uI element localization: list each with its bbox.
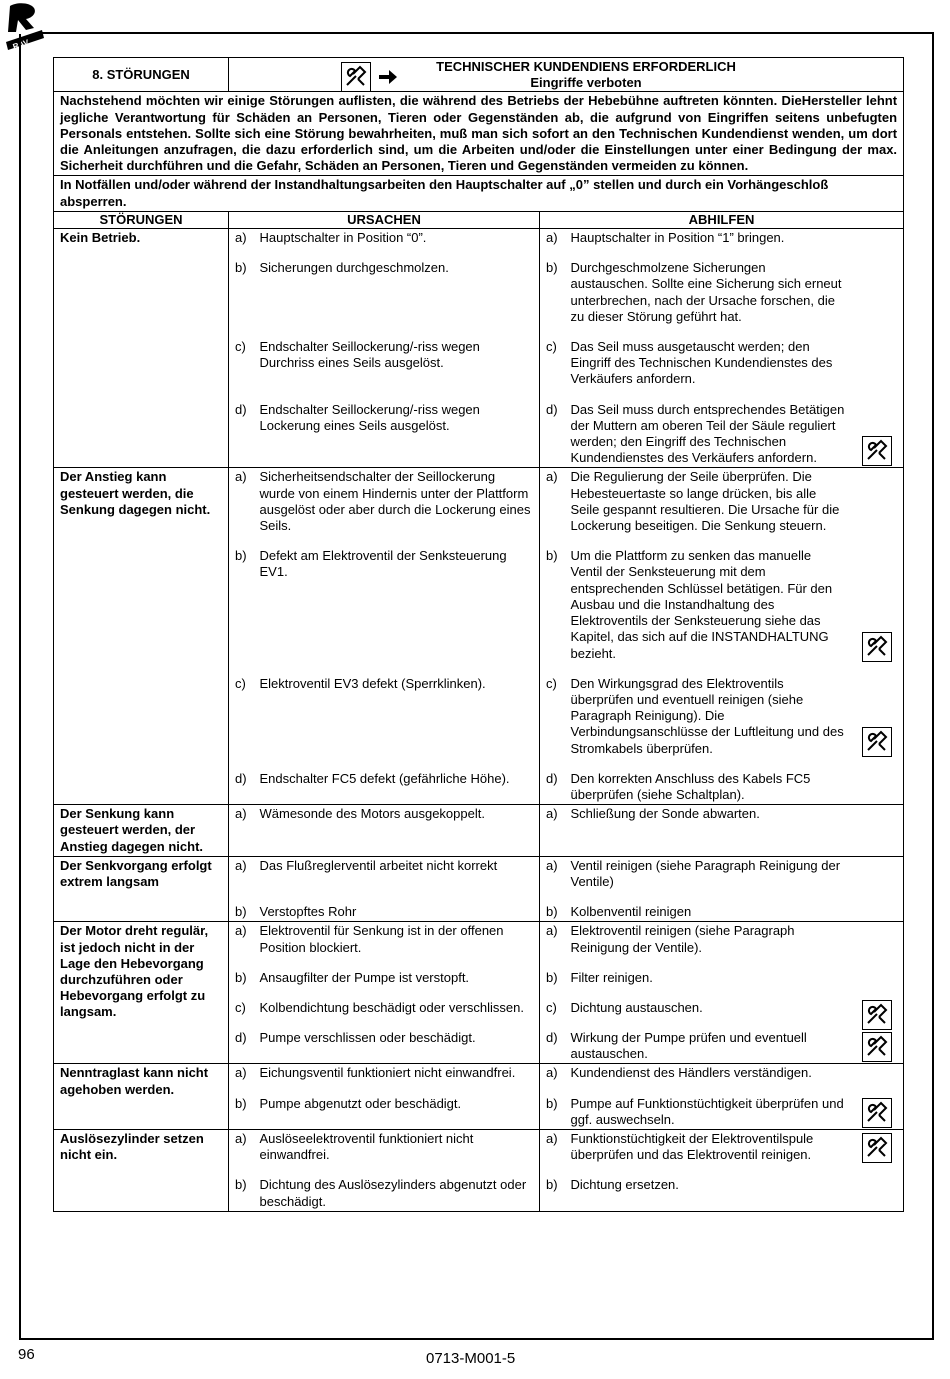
col-header-causes: URSACHEN (229, 211, 540, 228)
cause-text: Verstopftes Rohr (259, 904, 357, 920)
cause-letter: b) (235, 1095, 247, 1111)
cause-text: Sicherungen durchgeschmolzen. (259, 260, 449, 276)
cause-text: Auslöseelektroventil funktioniert nicht einwandfrei. (259, 1130, 474, 1163)
icon-cell (851, 805, 904, 857)
cause-letter: a) (235, 230, 247, 246)
emergency-note: In Notfällen und/oder während der Instandhaltungsarbeiten den Hauptschalter auf „0” stellen und durch ein Vorhängeschloß absperren. (54, 176, 904, 211)
remedy-letters (540, 922, 565, 1064)
remedy-text: Den korrekten Anschluss des Kabels FC5 überprüfen (siehe Schaltplan). (570, 770, 811, 802)
cause-text: Pumpe abgenutzt oder beschädigt. (259, 1095, 462, 1111)
troubleshooting-table (53, 57, 904, 1212)
cause-letter: b) (235, 548, 247, 564)
cause-letters (229, 805, 254, 857)
remedies-cell (565, 468, 851, 805)
fault-description (54, 856, 229, 922)
remedy-text: Kolbenventil reinigen (570, 904, 692, 920)
svg-text:RAV: RAV (11, 37, 30, 52)
icon-slot (851, 771, 904, 803)
fault-row (54, 1064, 904, 1130)
remedies-cell (565, 856, 851, 922)
remedy-letter: a) (546, 1130, 558, 1146)
remedy-letters (540, 1064, 565, 1130)
icon-slot (851, 904, 904, 920)
remedy-letter: b) (546, 548, 558, 564)
causes-cell (254, 856, 540, 922)
remedy-text: Schließung der Sonde abwarten. (570, 806, 760, 822)
remedies-cell (565, 1129, 851, 1211)
document-code: 0713-M001-5 (426, 1350, 516, 1367)
fault-label: Der Senkung kann gesteuert werden, der Anstieg dagegen nicht. (60, 806, 204, 854)
technician-tool-icon (862, 1098, 892, 1128)
remedy-letter: b) (546, 969, 558, 985)
cause-letters (229, 1064, 254, 1130)
remedy-letter: d) (546, 401, 558, 417)
cause-text: Dichtung des Auslösezylinders abgenutzt oder beschädigt. (259, 1177, 527, 1209)
remedy-text: Kundendienst des Händlers verständigen. (570, 1065, 812, 1081)
section-title: 8. STÖRUNGEN (54, 58, 229, 92)
cause-letter: b) (235, 260, 247, 276)
cause-text: Das Flußreglerventil arbeitet nicht korrekt (259, 857, 498, 873)
cause-letter: a) (235, 857, 247, 873)
remedy-letters (540, 468, 565, 805)
icon-cell (851, 922, 904, 1064)
icon-slot (851, 1065, 904, 1081)
cause-letters (229, 468, 254, 805)
technician-tool-icon (341, 62, 371, 92)
remedies-cell (565, 805, 851, 857)
fault-description (54, 468, 229, 805)
icon-slot (851, 1030, 904, 1062)
technician-tool-icon (862, 1032, 892, 1062)
cause-letters (229, 1129, 254, 1211)
page-frame-top (40, 32, 933, 34)
remedy-text: Wirkung der Pumpe prüfen und eventuell austauschen. (570, 1029, 807, 1062)
fault-row (54, 856, 904, 922)
cause-letters (229, 229, 254, 468)
icon-cell (851, 229, 904, 468)
cause-letter: a) (235, 923, 247, 939)
cause-letter: b) (235, 969, 247, 985)
remedy-letter: a) (546, 923, 558, 939)
header-banner (229, 58, 904, 92)
technician-tool-icon (862, 1133, 892, 1163)
remedy-letter: b) (546, 904, 558, 920)
remedy-text: Dichtung austauschen. (570, 999, 703, 1015)
remedy-letters (540, 856, 565, 922)
column-header-row (54, 211, 904, 228)
icon-slot (851, 1131, 904, 1163)
icon-slot (851, 970, 904, 986)
remedy-letter: d) (546, 1029, 558, 1045)
cause-letter: a) (235, 806, 247, 822)
fault-description (54, 1064, 229, 1130)
cause-letter: b) (235, 904, 247, 920)
col-header-faults: STÖRUNGEN (54, 211, 229, 228)
cause-letter: c) (235, 675, 246, 691)
remedy-letter: b) (546, 260, 558, 276)
remedy-letter: c) (546, 339, 557, 355)
technician-tool-icon (862, 632, 892, 662)
fault-label: Nenntraglast kann nicht agehoben werden. (60, 1065, 209, 1097)
remedy-letter: b) (546, 1095, 558, 1111)
fault-description (54, 1129, 229, 1211)
cause-text: Kolbendichtung beschädigt oder verschlissen. (259, 999, 525, 1015)
causes-cell (254, 922, 540, 1064)
intro-row (54, 92, 904, 176)
page-frame-right (932, 32, 934, 1339)
remedy-letters (540, 1129, 565, 1211)
remedies-cell (565, 922, 851, 1064)
remedy-letter: c) (546, 999, 557, 1015)
page-number: 96 (18, 1346, 35, 1363)
cause-text: Eichungsventil funktioniert nicht einwandfrei. (259, 1065, 516, 1081)
remedy-letter: a) (546, 230, 558, 246)
remedy-text: Funktionstüchtigkeit der Elektroventilspule überprüfen und das Elektroventil reinigen. (570, 1130, 814, 1163)
remedy-text: Elektroventil reinigen (siehe Paragraph Reinigung der Ventile). (570, 923, 795, 955)
cause-text: Pumpe verschlissen oder beschädigt. (259, 1029, 476, 1045)
icon-slot (851, 676, 904, 757)
technician-tool-icon (862, 727, 892, 757)
brand-logo (4, 2, 46, 54)
remedy-text: Ventil reinigen (siehe Paragraph Reinigung der Ventile) (570, 857, 841, 889)
icon-slot (851, 822, 904, 838)
cause-letter: d) (235, 401, 247, 417)
remedy-letter: a) (546, 469, 558, 485)
fault-description (54, 805, 229, 857)
causes-cell (254, 805, 540, 857)
icon-slot (851, 923, 904, 955)
icon-cell (851, 856, 904, 922)
cause-letter: a) (235, 1130, 247, 1146)
arrow-right-icon (377, 67, 399, 87)
remedy-text: Das Seil muss durch entsprechendes Betätigen der Muttern am oberen Teil der Säule reguliert werden; den Eingriff des Technischen Kundendienstes des Verkäufers anfordern. (570, 401, 845, 466)
remedy-letter: a) (546, 1065, 558, 1081)
cause-letter: d) (235, 770, 247, 786)
causes-cell (254, 468, 540, 805)
page-frame-bottom (19, 1338, 934, 1340)
col-header-remedies: ABHILFEN (540, 211, 904, 228)
fault-label: Der Motor dreht regulär, ist jedoch nicht in der Lage den Hebevorgang durchzuführen oder Hebevorgang erfolgt zu langsam. (60, 923, 209, 1020)
remedy-text: Filter reinigen. (570, 969, 653, 985)
remedies-cell (565, 1064, 851, 1130)
fault-row (54, 805, 904, 857)
cause-text: Endschalter FC5 defekt (gefährliche Höhe). (259, 770, 510, 786)
remedy-text: Den Wirkungsgrad des Elektroventils überprüfen und eventuell reinigen (siehe Paragraph Reinigung). Die Verbindungsanschlüsse der Luftleitung und des Stromkabels überprüfen. (570, 675, 844, 756)
remedy-letter: d) (546, 770, 558, 786)
page-frame-left (19, 34, 21, 1339)
remedy-letters (540, 805, 565, 857)
icon-slot (851, 402, 904, 467)
remedy-letter: c) (546, 675, 557, 691)
cause-letter: c) (235, 999, 246, 1015)
icon-slot (851, 469, 904, 534)
remedy-text: Dichtung ersetzen. (570, 1177, 679, 1193)
fault-row (54, 229, 904, 468)
cause-text: Elektroventil EV3 defekt (Sperrklinken). (259, 675, 486, 691)
icon-slot (851, 339, 904, 388)
remedy-text: Die Regulierung der Seile überprüfen. Die Hebesteuertaste so lange drücken, bis alle Seile gespannt resultieren. Die Ursache für die Lockerung beseitigen. Die Senkung steuern. (570, 469, 840, 534)
fault-row (54, 1129, 904, 1211)
cause-letter: d) (235, 1029, 247, 1045)
icon-slot (851, 858, 904, 890)
cause-letter: c) (235, 339, 246, 355)
icon-slot (851, 1177, 904, 1209)
technician-tool-icon (862, 1000, 892, 1030)
remedy-text: Um die Plattform zu senken das manuelle Ventil der Senksteuerung mit dem entsprechenden Schlüssel betätigen. Für den Ausbau und die Instandhaltung des Elektroventils der Senksteuerung siehe das Kapitel, das sich auf die INSTANDHALTUNG bezieht. (570, 548, 833, 661)
cause-letters (229, 856, 254, 922)
fault-row (54, 468, 904, 805)
icon-slot (851, 260, 904, 325)
cause-text: Sicherheitsendschalter der Seillockerung wurde von einem Hindernis unter der Plattform ausgelöst oder aber durch die Lockerung eines Seils. (259, 469, 531, 534)
remedy-text: Durchgeschmolzene Sicherungen austauschen. Sollte eine Sicherung sich erneut unterbrechen, nach der Ursache forschen, die zu dieser Störung geführt hat. (570, 260, 842, 324)
header-subtitle: Eingriffe verboten (530, 75, 642, 91)
cause-text: Ansaugfilter der Pumpe ist verstopft. (259, 969, 470, 985)
remedies-cell (565, 229, 851, 468)
icon-cell (851, 1129, 904, 1211)
cause-text: Endschalter Seillockerung/-riss wegen Durchriss eines Seils ausgelöst. (259, 339, 480, 371)
remedy-text: Das Seil muss ausgetauscht werden; den Eingriff des Technischen Kundendienstes des Verkäufers anfordern. (570, 339, 833, 387)
cause-text: Endschalter Seillockerung/-riss wegen Lockerung eines Seils ausgelöst. (259, 401, 480, 433)
header-row (54, 58, 904, 92)
fault-description (54, 229, 229, 468)
causes-cell (254, 1129, 540, 1211)
remedy-text: Hauptschalter in Position “1” bringen. (570, 230, 785, 246)
cause-text: Defekt am Elektroventil der Senksteuerung EV1. (259, 548, 507, 580)
fault-description (54, 922, 229, 1064)
remedy-letter: a) (546, 857, 558, 873)
fault-label: Auslösezylinder setzen nicht ein. (60, 1130, 204, 1163)
cause-text: Wämesonde des Motors ausgekoppelt. (259, 806, 485, 822)
cause-letters (229, 922, 254, 1064)
remedy-letter: a) (546, 806, 558, 822)
fault-label: Kein Betrieb. (60, 230, 141, 246)
header-title: TECHNISCHER KUNDENDIENS ERFORDERLICH (436, 59, 736, 74)
icon-slot (851, 1000, 904, 1030)
icon-slot (851, 1096, 904, 1128)
header-icons (341, 62, 399, 92)
cause-letter: a) (235, 469, 247, 485)
causes-cell (254, 1064, 540, 1130)
remedy-text: Pumpe auf Funktionstüchtigkeit überprüfen und ggf. auswechseln. (570, 1095, 844, 1127)
cause-text: Hauptschalter in Position “0”. (259, 230, 427, 246)
fault-label: Der Senkvorgang erfolgt extrem langsam (60, 857, 212, 889)
remedy-letters (540, 229, 565, 468)
emergency-row (54, 176, 904, 211)
fault-label: Der Anstieg kann gesteuert werden, die Senkung dagegen nicht. (60, 469, 211, 517)
icon-slot (851, 230, 904, 246)
technician-tool-icon (862, 436, 892, 466)
icon-cell (851, 1064, 904, 1130)
causes-cell (254, 229, 540, 468)
fault-row (54, 922, 904, 1064)
intro-text: Nachstehend möchten wir einige Störungen auflisten, die während des Betriebs der Hebebühne auftreten könnten. DieHersteller lehnt jegliche Verantwortung für Schäden an Personen, Tieren oder Gegenständen ab, die aufgrund von Eingriffen seitens unbefugten Personals entstehen. Sollte sich eine Störung bewahrheiten, muß man sich sofort an den Technischen Kundendienst wenden, um dort die Anleitungen anzufragen, die dazu erforderlich sind, um die Arbeiten und/oder die Einstellungen unter einer Bedingung der max. Sicherheit durchführen und die Gefahr, Schäden an Personen, Tieren und Gegenständen vermeiden zu können. (54, 92, 904, 176)
icon-cell (851, 468, 904, 805)
remedy-letter: b) (546, 1177, 558, 1193)
cause-letter: a) (235, 1065, 247, 1081)
icon-slot (851, 548, 904, 661)
cause-letter: b) (235, 1177, 247, 1193)
cause-text: Elektroventil für Senkung ist in der offenen Position blockiert. (259, 923, 504, 955)
